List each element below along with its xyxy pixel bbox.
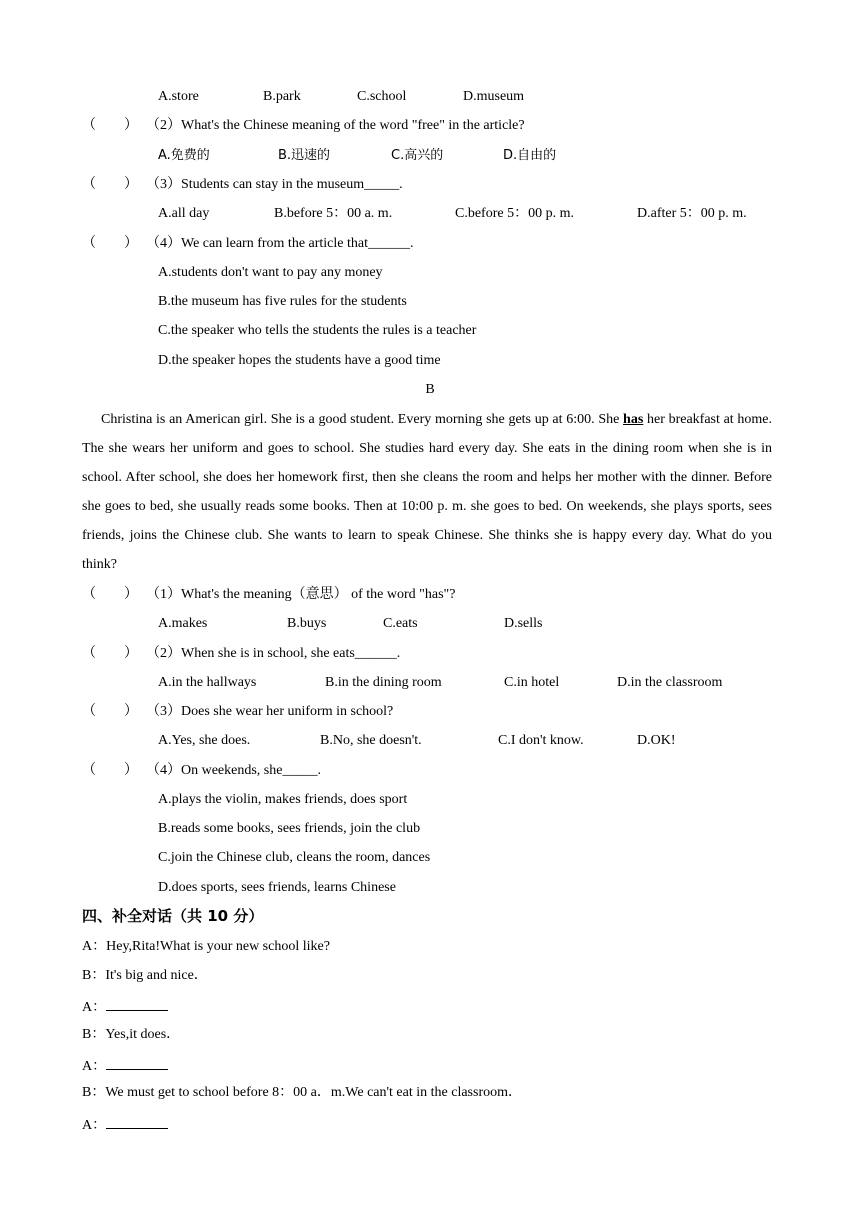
option-d: D.museum bbox=[463, 89, 525, 104]
option-d: D.after 5：00 p. m. bbox=[637, 206, 747, 221]
answer-paren[interactable]: （ ） bbox=[82, 763, 138, 778]
question-text: （2）When she is in school, she eats______. bbox=[146, 646, 401, 661]
question-a2 bbox=[82, 117, 525, 135]
dialogue-text: We must get to school before 8：00 a．m.We can't eat in the classroom． bbox=[105, 1085, 523, 1100]
option-a: A.免费的 bbox=[158, 148, 210, 163]
dialogue-line bbox=[82, 938, 330, 956]
speaker-label: A： bbox=[82, 1000, 107, 1015]
answer-paren[interactable]: （ ） bbox=[82, 704, 138, 719]
option-a: A.all day bbox=[158, 206, 210, 221]
dialogue-text: It's big and nice． bbox=[105, 968, 208, 983]
option-c: C.eats bbox=[383, 616, 418, 631]
question-b2 bbox=[82, 645, 400, 663]
answer-paren[interactable]: （ ） bbox=[82, 118, 138, 133]
option-c: C.the speaker who tells the students the rules is a teacher bbox=[158, 323, 477, 338]
answer-paren[interactable]: （ ） bbox=[82, 236, 138, 251]
option-d: D.sells bbox=[504, 616, 543, 631]
option-d: D.OK! bbox=[637, 733, 676, 748]
option-b: B.buys bbox=[287, 616, 327, 631]
option-b: B.park bbox=[263, 89, 301, 104]
option-c: C.高兴的 bbox=[391, 148, 444, 163]
passage-text-2: her breakfast at home. The she wears her uniform and goes to school. She studies hard every day. She eats in the dining room when she is in school. After school, she does her homework first, then she cleans the room and helps her mother with the dinner. Before she goes to bed, she usually reads some books. Then at 10:00 p. m. she goes to bed. On weekends, she plays sports, sees friends, joins the Chinese club. She wants to learn to speak Chinese. She thinks she is happy every day. What do you think? bbox=[82, 412, 772, 573]
section-title: 四、补全对话（共 10 分） bbox=[82, 907, 264, 925]
question-a3 bbox=[82, 176, 403, 194]
option-c: C.join the Chinese club, cleans the room, dances bbox=[158, 850, 431, 865]
question-text: （2）What's the Chinese meaning of the word "free" in the article? bbox=[146, 118, 525, 133]
option-b: B.reads some books, sees friends, join the club bbox=[158, 821, 421, 836]
option-c: C.school bbox=[357, 89, 407, 104]
dialogue-line bbox=[82, 1026, 180, 1044]
speaker-label: B： bbox=[82, 968, 106, 983]
question-b3 bbox=[82, 703, 393, 721]
speaker-label: A： bbox=[82, 1118, 107, 1133]
option-c: C.in hotel bbox=[504, 675, 560, 690]
answer-blank[interactable] bbox=[106, 996, 168, 1011]
answer-blank[interactable] bbox=[106, 1055, 168, 1070]
question-a4 bbox=[82, 235, 414, 253]
question-b1 bbox=[82, 586, 455, 604]
dialogue-line bbox=[82, 1084, 522, 1102]
dialogue-line bbox=[82, 1114, 168, 1135]
option-c: C.I don't know. bbox=[498, 733, 584, 748]
option-a: A.Yes, she does. bbox=[158, 733, 251, 748]
option-c: C.before 5：00 p. m. bbox=[455, 206, 574, 221]
dialogue-text: Yes,it does． bbox=[105, 1027, 181, 1042]
speaker-label: A： bbox=[82, 1059, 107, 1074]
highlighted-word: has bbox=[623, 412, 644, 427]
speaker-label: B： bbox=[82, 1085, 106, 1100]
question-text: （3）Does she wear her uniform in school? bbox=[146, 704, 394, 719]
option-d: D.自由的 bbox=[503, 148, 557, 163]
question-b4 bbox=[82, 762, 321, 780]
question-text: （3）Students can stay in the museum_____. bbox=[146, 177, 403, 192]
answer-paren[interactable]: （ ） bbox=[82, 587, 138, 602]
part-b-label: B bbox=[425, 382, 435, 397]
dialogue-line bbox=[82, 1055, 168, 1076]
answer-paren[interactable]: （ ） bbox=[82, 177, 138, 192]
option-d: D.does sports, sees friends, learns Chinese bbox=[158, 880, 396, 895]
option-b: B.before 5：00 a. m. bbox=[274, 206, 393, 221]
option-b: B.in the dining room bbox=[325, 675, 442, 690]
answer-blank[interactable] bbox=[106, 1114, 168, 1129]
question-text: （4）On weekends, she_____. bbox=[146, 763, 321, 778]
speaker-label: A： bbox=[82, 939, 107, 954]
option-b: B.the museum has five rules for the students bbox=[158, 294, 407, 309]
question-text: （4）We can learn from the article that______. bbox=[146, 236, 414, 251]
option-d: D.in the classroom bbox=[617, 675, 723, 690]
question-text: （1）What's the meaning（意思） of the word "has"? bbox=[146, 587, 456, 602]
passage-b bbox=[82, 405, 772, 580]
option-a: A.in the hallways bbox=[158, 675, 257, 690]
answer-paren[interactable]: （ ） bbox=[82, 646, 138, 661]
dialogue-line bbox=[82, 967, 208, 985]
passage-text-1: Christina is an American girl. She is a good student. Every morning she gets up at 6:00. She bbox=[101, 412, 624, 427]
option-d: D.the speaker hopes the students have a good time bbox=[158, 353, 441, 368]
option-b: B.迅速的 bbox=[278, 148, 331, 163]
option-a: A.students don't want to pay any money bbox=[158, 265, 383, 280]
dialogue-line bbox=[82, 996, 168, 1017]
option-a: A.makes bbox=[158, 616, 208, 631]
option-a: A.store bbox=[158, 89, 199, 104]
option-b: B.No, she doesn't. bbox=[320, 733, 422, 748]
dialogue-text: Hey,Rita!What is your new school like? bbox=[106, 939, 330, 954]
option-a: A.plays the violin, makes friends, does sport bbox=[158, 792, 408, 807]
speaker-label: B： bbox=[82, 1027, 106, 1042]
